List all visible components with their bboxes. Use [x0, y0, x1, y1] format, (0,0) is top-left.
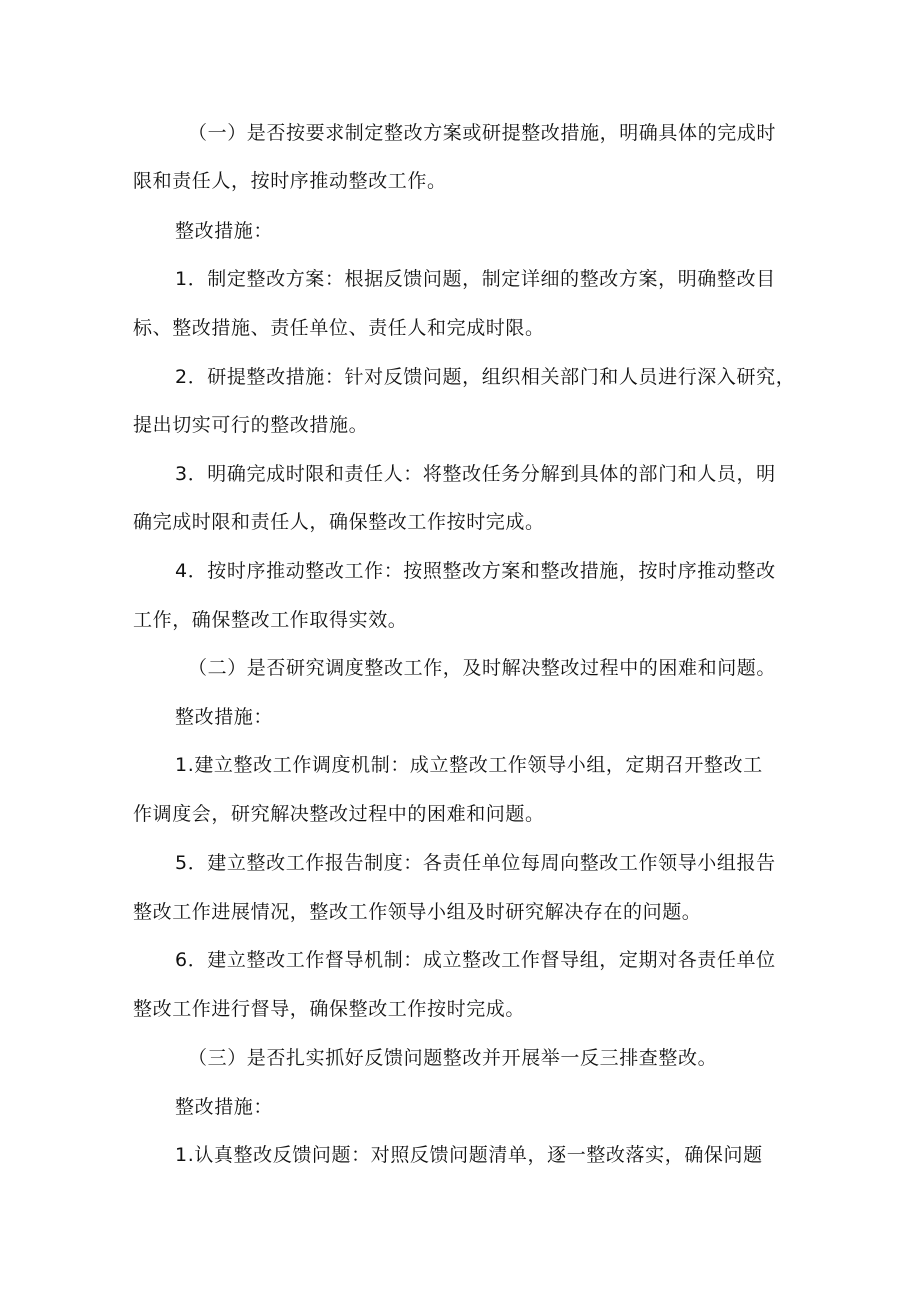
measure-item: 1．制定整改方案：根据反馈问题，制定详细的整改方案，明确整改目: [175, 268, 776, 290]
measure-item-cont: 整改工作进行督导，确保整改工作按时完成。: [133, 998, 526, 1020]
section-heading-1-cont: 限和责任人，按时序推动整改工作。: [133, 170, 447, 192]
measure-item-cont: 提出切实可行的整改措施。: [133, 414, 369, 436]
section-heading-2: （二）是否研究调度整改工作，及时解决整改过程中的困难和问题。: [188, 657, 777, 679]
measure-item: 2．研提整改措施：针对反馈问题，组织相关部门和人员进行深入研究，: [175, 366, 796, 388]
measure-item: 6．建立整改工作督导机制：成立整改工作督导组，定期对各责任单位: [175, 949, 776, 971]
measure-item: 5．建立整改工作报告制度：各责任单位每周向整改工作领导小组报告: [175, 852, 776, 874]
measure-item: 1.认真整改反馈问题：对照反馈问题清单，逐一整改落实，确保问题: [175, 1144, 763, 1166]
measure-item-cont: 整改工作进展情况，整改工作领导小组及时研究解决存在的问题。: [133, 901, 702, 923]
measure-item-cont: 工作，确保整改工作取得实效。: [133, 609, 408, 631]
measure-item-cont: 作调度会，研究解决整改过程中的困难和问题。: [133, 803, 545, 825]
measures-label: 整改措施：: [175, 1096, 274, 1118]
measures-label: 整改措施：: [175, 220, 274, 242]
measure-item: 1.建立整改工作调度机制：成立整改工作领导小组，定期召开整改工: [175, 754, 763, 776]
measure-item: 3．明确完成时限和责任人：将整改任务分解到具体的部门和人员，明: [175, 463, 776, 485]
section-heading-3: （三）是否扎实抓好反馈问题整改并开展举一反三排查整改。: [188, 1047, 718, 1069]
measures-label: 整改措施：: [175, 706, 274, 728]
measure-item-cont: 标、整改措施、责任单位、责任人和完成时限。: [133, 317, 545, 339]
section-heading-1: （一）是否按要求制定整改方案或研提整改措施，明确具体的完成时: [188, 122, 777, 144]
measure-item-cont: 确完成时限和责任人，确保整改工作按时完成。: [133, 511, 545, 533]
measure-item: 4．按时序推动整改工作：按照整改方案和整改措施，按时序推动整改: [175, 560, 776, 582]
